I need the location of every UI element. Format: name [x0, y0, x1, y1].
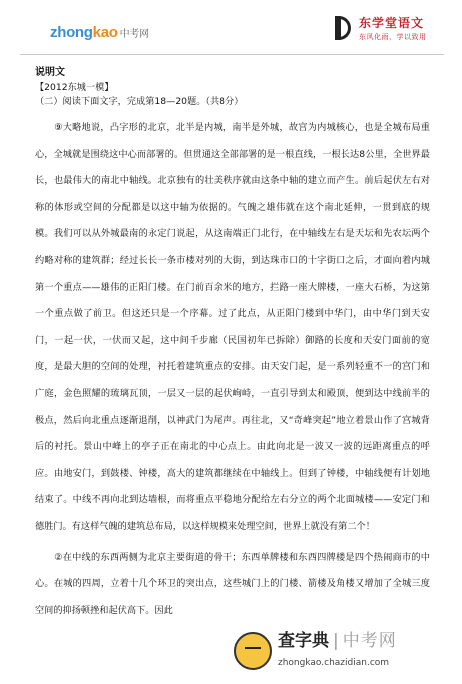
watermark-brand [278, 626, 397, 651]
paragraph-1-text: ⑨大略地说，凸字形的北京，北半是内城，南半是外城，故宫为内城核心，也是全城布局重心，全城就是围绕这中心而部署的。但贯通这全部部署的是一根直线，一根长达8公里，全世界最长，也最伟大的南北中轴线。北京独有的壮美秩序就由这条中轴的建立而产生。前后起伏左右对称的体形或空间的分配都是以这中轴为依据的。气魄之雄伟就在这个南北延伸，一贯到底的规模。我们可以从外城最南的永定门说起，从这南端正门北行，在中轴线左右是天坛和先农坛两个约略对称的建筑群；经过长长一条市楼对列的大街，到达珠市口的十字街口之后，才面向着内城第一个重点——雄伟的正阳门楼。在门前百余米的地方，拦路一座大牌楼，一座大石桥，为这第一个重点做了前卫。但这还只是一个序幕。过了此点，从正阳门楼到中华门，由中华门到天安门，一起一伏，一伏而又起，这中间千步廊（民国初年已拆除）御路的长度和天安门面前的宽度，是最大胆的空间的处理，衬托着建筑重点的安排。由天安门起，是一系列轻重不一的宫门和广庭，金色照耀的琉璃瓦顶，一层又一层的起伏峋峙，一直引导到太和殿顶，便到达中线前半的极点，然后向北重点逐渐退削，以神武门为尾声。再往北，又“奇峰突起”地立着景山作了宫城背后的衬托。景山中峰上的亭子正在南北的中心点上。由此向北是一波又一波的远距离重点的呼应。由地安门，到鼓楼、钟楼，高大的建筑都继续在中轴线上。但到了钟楼，中轴线便有计划地结束了。中线不再向北到达墙根，而将重点平稳地分配给左右分立的两个北面城楼——安定门和德胜门。有这样气魄的建筑总布局，以这样规模来处理空间，世界上就没有第二个！ [35, 122, 430, 532]
dongxuetang-slogan: 东风化雨，学以致用 [359, 33, 427, 41]
logo-part-kao: kao [92, 24, 118, 41]
dongxuetang-logo[interactable] [335, 12, 445, 46]
logo-suffix: 中考网 [119, 29, 149, 40]
mascot-icon [234, 632, 272, 670]
zhongkao-logo[interactable] [50, 24, 149, 41]
watermark-brand-name: 查字典 [278, 631, 329, 651]
logo-part-zhong: zhong [50, 24, 93, 41]
d-logo-icon [335, 16, 351, 40]
paragraph-2 [35, 545, 430, 625]
paragraph-2-text: ②在中线的东西两侧为北京主要街道的骨干；东西单牌楼和东西四牌楼是四个热闹商市的中心。在城的四周，立着十几个环卫的突出点，这些城门上的门楼、箭楼及角楼又增加了全城三度空间的抑扬顿挫和起伏高下。因此 [35, 551, 430, 616]
doc-source: 【2012东城一模】 [35, 82, 114, 93]
document-body [35, 64, 430, 624]
watermark-separator: | [333, 631, 339, 651]
watermark-url[interactable]: zhongkao.chazidian.com [278, 658, 390, 668]
chazidian-watermark[interactable] [232, 620, 458, 684]
paragraph-1 [35, 115, 430, 541]
header-divider [20, 54, 444, 55]
doc-heading: 说明文 [35, 67, 65, 78]
page-header [0, 0, 462, 56]
watermark-brand-zhongkao: 中考网 [342, 631, 397, 651]
doc-instruction: （二）阅读下面文字，完成第18—20题。（共8分） [35, 96, 244, 107]
dongxuetang-name: 东学堂语文 [359, 16, 425, 30]
